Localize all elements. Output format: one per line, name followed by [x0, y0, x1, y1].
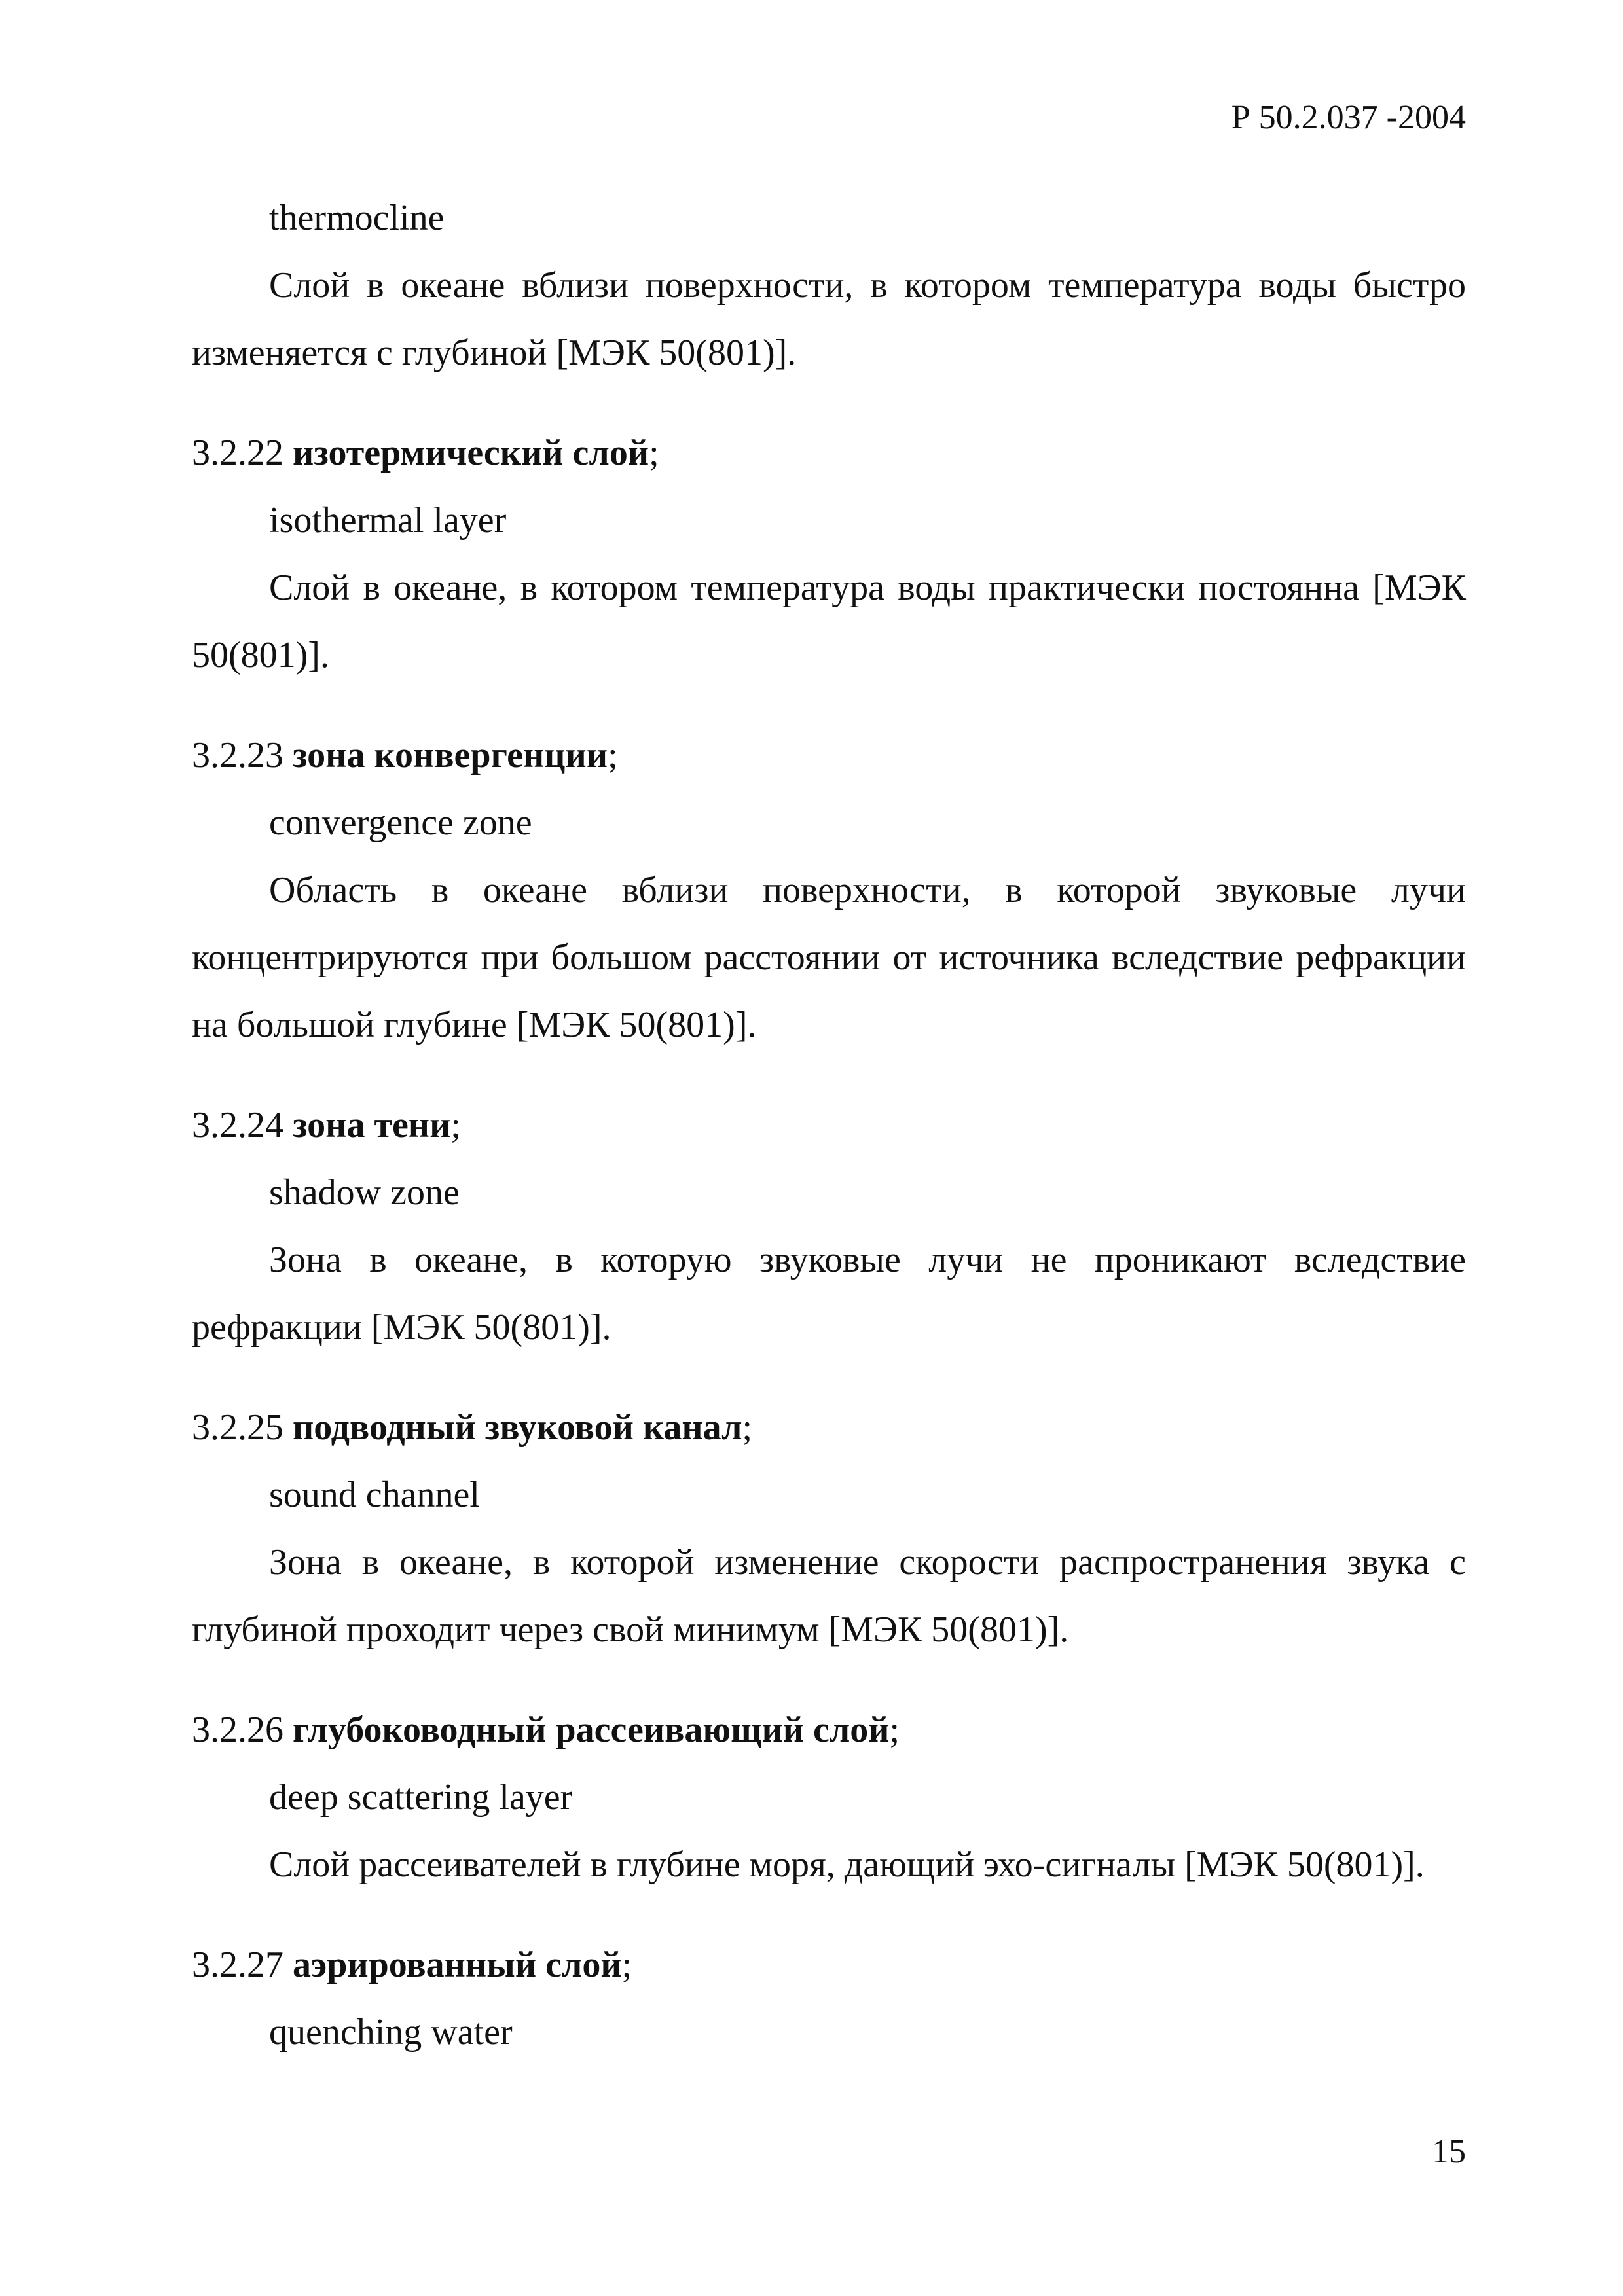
entry-heading	[192, 420, 1466, 487]
entry-separator: ;	[649, 433, 659, 473]
term-english: convergence zone	[269, 802, 532, 843]
entry-heading	[192, 1696, 1466, 1764]
entry-separator: ;	[742, 1407, 753, 1448]
term-definition: Зона в океане, в которую звуковые лучи не проникают вследствие рефракции [МЭК 50(801)].	[192, 1240, 1466, 1348]
term-english: deep scattering layer	[269, 1777, 573, 1818]
term-russian: аэрированный слой	[293, 1945, 622, 1985]
term-definition: Слой в океане, в котором температура воды практически постоянна [МЭК 50(801)].	[192, 567, 1466, 675]
term-definition: Слой рассеивателей в глубине моря, дающий эхо-сигналы [МЭК 50(801)].	[269, 1844, 1425, 1885]
glossary-entry	[192, 1092, 1466, 1361]
glossary-entry	[192, 420, 1466, 689]
entry-heading	[192, 722, 1466, 789]
term-definition: Зона в океане, в которой изменение скорости распространения звука с глубиной проходит через свой минимум [МЭК 50(801)].	[192, 1542, 1466, 1650]
glossary-entry	[192, 1394, 1466, 1664]
entry-heading	[192, 1394, 1466, 1462]
entry-number: 3.2.22	[192, 433, 283, 473]
entry-separator: ;	[608, 735, 618, 776]
glossary-entry	[192, 1696, 1466, 1899]
glossary-entry	[192, 1931, 1466, 2066]
entry-heading	[192, 1092, 1466, 1159]
entry-number: 3.2.23	[192, 735, 283, 776]
glossary-entry	[192, 722, 1466, 1059]
term-english: thermocline	[269, 198, 445, 238]
term-english: quenching water	[269, 2012, 513, 2053]
term-english: isothermal layer	[269, 500, 507, 541]
entry-separator: ;	[450, 1105, 461, 1145]
term-russian: глубоководный рассеивающий слой	[293, 1710, 890, 1750]
page-number: 15	[1432, 2133, 1466, 2170]
entry-separator: ;	[889, 1710, 900, 1750]
term-definition: Область в океане вблизи поверхности, в которой звуковые лучи концентрируются при большом расстоянии от источника вследствие рефракции на большой глубине [МЭК 50(801)].	[192, 870, 1466, 1045]
entry-separator: ;	[621, 1945, 632, 1985]
entry-number: 3.2.25	[192, 1407, 283, 1448]
term-english: sound channel	[269, 1475, 480, 1515]
entry-number: 3.2.26	[192, 1710, 283, 1750]
term-russian: подводный звуковой канал	[293, 1407, 742, 1448]
term-definition: Слой в океане вблизи поверхности, в котором температура воды быстро изменяется с глубиной [МЭК 50(801)].	[192, 265, 1466, 373]
term-english: shadow zone	[269, 1172, 460, 1213]
page-body	[192, 185, 1466, 2066]
entry-number: 3.2.27	[192, 1945, 283, 1985]
document-number: Р 50.2.037 -2004	[1231, 99, 1466, 136]
term-russian: зона тени	[293, 1105, 451, 1145]
term-russian: зона конвергенции	[293, 735, 608, 776]
entry-heading	[192, 1931, 1466, 1999]
term-russian: изотермический слой	[293, 433, 649, 473]
entry-number: 3.2.24	[192, 1105, 283, 1145]
